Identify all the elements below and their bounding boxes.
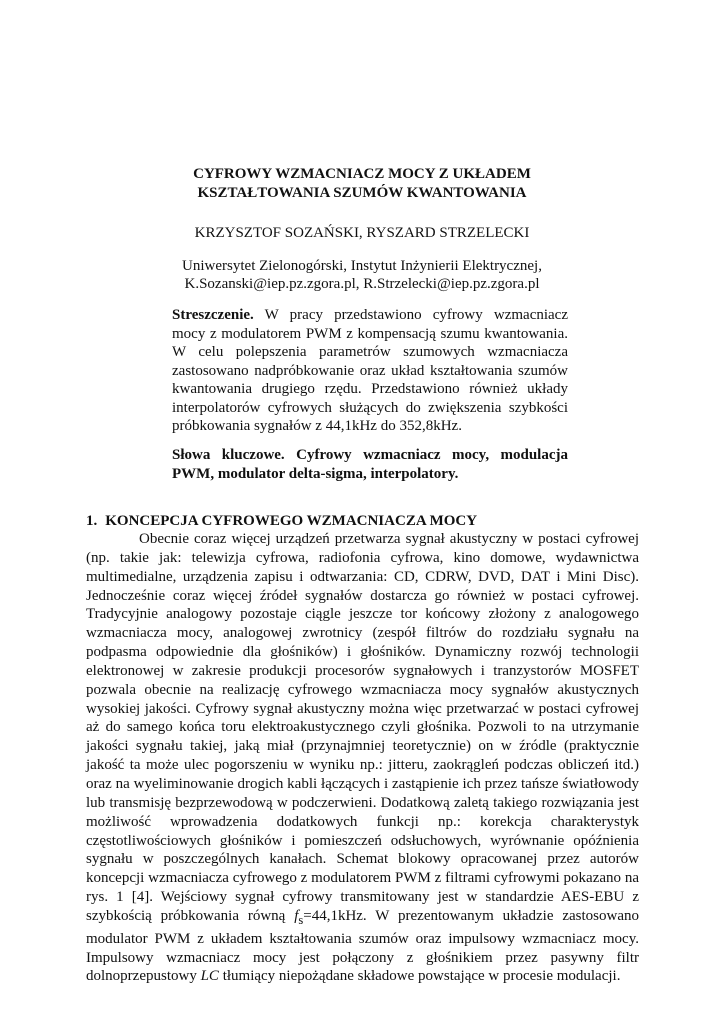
body-text-part-1: Obecnie coraz więcej urządzeń przetwarza sygnał akustyczny w postaci cyfrowej (np. takie jak: telewizja cyfrowa, radiofonia cyfrowa, kino domowe, wydawnictwa multimedialne, urządzenia zapisu i odtwarzania: CD, CDRW, DVD, DAT i Mini Disc). Jednocześnie coraz więcej źródeł sygnałów dostarcza go również w postaci cyfrowej. Tradycyjnie analogowy pozostaje ciągle jeszcze tor końcowy złożony z analogowego wzmacniacza mocy, analogowej zwrotnicy (zespół filtrów do rozdziału sygnału na podpasma odpowiednie dla głośników) i głośników. Dynamiczny rozwój technologii elektronowej w zakresie produkcji procesorów sygnałowych i tranzystorów MOSFET pozwala obecnie na realizację cyfrowego wzmacniacza mocy sygnałów akustycznych wysokiej jakości. Cyfrowy sygnał akustyczny można więc przetwarzać w postaci cyfrowej aż do samego końca toru elektroakustycznego czyli głośnika. Pozwoli to na utrzymanie jakości sygnału takiej, jaką miał (przynajmniej teoretycznie) on w źródle (praktycznie jakość ta może ulec pogorszeniu w wyniku np.: jitteru, zaokrągleń podczas obliczeń itd.) oraz na wyeliminowanie drogich kabli łączących i zastąpienie ich przez tańsze światłowody lub transmisję bezprzewodową w podczerwieni. Dodatkową zaletą takiego rozwiązania jest możliwość wprowadzenia dodatkowych funkcji np.: korekcja charakterystyk częstotliwościowych głośników i pomieszczeń odsłuchowych, wyrównanie opóźnienia sygnału w poszczególnych kanałach. Schemat blokowy opracowanej przez autorów koncepcji wzmacniacza cyfrowego z modulatorem PWM z filtrami cyfrowymi pokazano na rys. 1 [4]. Wejściowy sygnał cyfrowy transmitowany jest w standardzie AES-EBU z szybkością próbkowania równą (86, 531, 639, 924)
affiliation-line-1: Uniwersytet Zielonogórski, Instytut Inżynierii Elektrycznej, (182, 258, 542, 274)
abstract-text: W pracy przedstawiono cyfrowy wzmacniacz mocy z modulatorem PWM z kompensacją szumu kwantowania. W celu polepszenia parametrów szumowych wzmacniacza zastosowano nadpróbkowanie oraz układ kształtowania szumów kwantowania drugiego rzędu. Przedstawiono również układy interpolatorów cyfrowych służących do zwiększenia szybkości próbkowania sygnałów z 44,1kHz do 352,8kHz. (172, 307, 568, 434)
body-text-part-2: =44,1kHz. W prezentowanym układzie zastosowano modulator PWM z układem kształtowania szumów oraz impulsowy wzmacniacz mocy. Impulsowy wzmacniacz mocy jest połączony z głośnikiem przez pasywny filtr dolnoprzepustowy (86, 907, 639, 985)
section-heading (86, 512, 485, 530)
fs-symbol: f (294, 907, 299, 924)
affiliation-emails: K.Sozanski@iep.pz.zgora.pl, R.Strzelecki@iep.pz.zgora.pl (184, 276, 540, 292)
section-title: KONCEPCJA CYFROWEGO WZMACNIACZA MOCY (105, 513, 478, 529)
lc-filter-symbol: LC (200, 968, 219, 985)
authors: KRZYSZTOF SOZAŃSKI, RYSZARD STRZELECKI (194, 225, 530, 241)
paper-title-line-1: CYFROWY WZMACNIACZ MOCY Z UKŁADEM (193, 166, 531, 182)
abstract-label: Streszczenie. (172, 307, 254, 323)
affiliation (0, 257, 724, 293)
paper-title (0, 165, 724, 203)
body-text-part-3: tłumiący niepożądane składowe powstające w procesie modulacji. (218, 968, 621, 985)
paper-title-line-2: KSZTAŁTOWANIA SZUMÓW KWANTOWANIA (197, 185, 527, 201)
section-number: 1. (86, 513, 98, 529)
abstract (172, 306, 568, 436)
section-body-paragraph (86, 530, 639, 986)
fs-subscript: s (298, 912, 304, 927)
keywords: Słowa kluczowe. Cyfrowy wzmacniacz mocy, modulacja PWM, modulator delta-sigma, interpolatory. (172, 447, 568, 482)
